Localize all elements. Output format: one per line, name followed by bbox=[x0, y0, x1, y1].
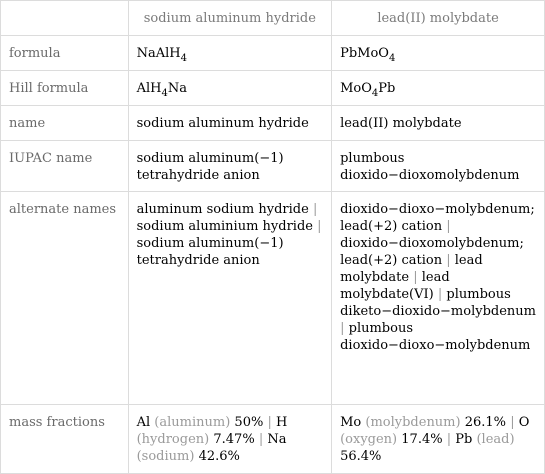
alternate-names-cell-1 bbox=[128, 192, 331, 405]
hill-part: AlH bbox=[136, 81, 162, 96]
row-label-formula: formula bbox=[1, 36, 129, 71]
alternate-name: aluminum sodium hydride bbox=[136, 202, 309, 217]
name-cell-1: sodium aluminum hydride bbox=[128, 106, 331, 141]
formula-main: PbMoO bbox=[340, 46, 389, 61]
row-label-mass-fractions: mass fractions bbox=[1, 405, 129, 474]
element-name: (molybdenum) bbox=[365, 415, 461, 430]
element-name: (aluminum) bbox=[154, 415, 231, 430]
mass-fraction-value: 7.47% bbox=[213, 432, 255, 447]
row-label-hill-formula: Hill formula bbox=[1, 71, 129, 106]
alternate-name: dioxido−dioxo−molybdenum; lead(+2) cation bbox=[340, 202, 535, 234]
hill-cell-1 bbox=[128, 71, 331, 106]
mass-fraction-value: 42.6% bbox=[198, 449, 240, 464]
alternate-name: sodium aluminum(−1) tetrahydride anion bbox=[136, 236, 284, 268]
separator: | bbox=[312, 202, 318, 217]
name-cell-2: lead(II) molybdate bbox=[332, 106, 545, 141]
mass-fraction-value: 26.1% bbox=[464, 415, 507, 430]
hill-subscript: 4 bbox=[371, 88, 379, 99]
table-row-name bbox=[1, 106, 545, 141]
element-symbol: Mo bbox=[340, 415, 362, 430]
hill-part: MoO bbox=[340, 81, 372, 96]
separator: | bbox=[446, 432, 452, 447]
mass-fractions-cell-1 bbox=[128, 405, 331, 474]
row-label-iupac-name: IUPAC name bbox=[1, 141, 129, 192]
corner-cell bbox=[1, 1, 129, 36]
hill-cell-2 bbox=[332, 71, 545, 106]
element-name: (hydrogen) bbox=[136, 432, 210, 447]
row-label-alternate-names: alternate names bbox=[1, 192, 129, 405]
alternate-name: dioxido−dioxomolybdenum; lead(+2) cation bbox=[340, 236, 524, 268]
formula-subscript: 4 bbox=[180, 53, 187, 64]
separator: | bbox=[446, 219, 451, 234]
alternate-name: lead molybdate(VI) bbox=[340, 270, 450, 302]
element-symbol: Al bbox=[136, 415, 151, 430]
header-row bbox=[1, 1, 545, 36]
alternate-names-cell-2 bbox=[332, 192, 545, 405]
element-symbol: O bbox=[518, 415, 530, 430]
separator: | bbox=[510, 415, 515, 430]
iupac-cell-1: sodium aluminum(−1) tetrahydride anion bbox=[128, 141, 331, 192]
alternate-name: lead molybdate bbox=[340, 253, 483, 285]
row-label-name: name bbox=[1, 106, 129, 141]
formula-subscript: 4 bbox=[388, 53, 396, 64]
hill-part: Pb bbox=[378, 81, 396, 96]
table-row-iupac-name bbox=[1, 141, 545, 192]
mass-fraction-value: 50% bbox=[234, 415, 264, 430]
separator: | bbox=[317, 219, 322, 234]
hill-subscript: 4 bbox=[161, 88, 168, 99]
element-symbol: H bbox=[276, 415, 288, 430]
table-row-formula bbox=[1, 36, 545, 71]
alternate-name: plumbous diketo−dioxido−molybdenum bbox=[340, 287, 536, 319]
formula-cell-1 bbox=[128, 36, 331, 71]
separator: | bbox=[258, 432, 264, 447]
element-symbol: Na bbox=[267, 432, 287, 447]
separator: | bbox=[446, 253, 451, 268]
separator: | bbox=[437, 287, 443, 302]
element-name: (lead) bbox=[476, 432, 515, 447]
separator: | bbox=[340, 321, 345, 336]
table-row-alternate-names bbox=[1, 192, 545, 405]
separator: | bbox=[267, 415, 272, 430]
iupac-cell-2: plumbous dioxido−dioxomolybdenum bbox=[332, 141, 545, 192]
separator: | bbox=[413, 270, 418, 285]
table-row-mass-fractions bbox=[1, 405, 545, 474]
alternate-name: plumbous dioxido−dioxo−molybdenum bbox=[340, 321, 531, 353]
alternate-name: sodium aluminium hydride bbox=[136, 219, 313, 234]
table-row-hill-formula bbox=[1, 71, 545, 106]
element-name: (sodium) bbox=[136, 449, 195, 464]
element-symbol: Pb bbox=[455, 432, 473, 447]
mass-fraction-value: 17.4% bbox=[401, 432, 443, 447]
hill-part: Na bbox=[167, 81, 188, 96]
mass-fraction-value: 56.4% bbox=[340, 449, 382, 464]
column-header-sodium-aluminum-hydride: sodium aluminum hydride bbox=[128, 1, 331, 36]
element-name: (oxygen) bbox=[340, 432, 398, 447]
mass-fractions-cell-2 bbox=[332, 405, 545, 474]
formula-main: NaAlH bbox=[136, 46, 181, 61]
column-header-lead-molybdate: lead(II) molybdate bbox=[332, 1, 545, 36]
formula-cell-2 bbox=[332, 36, 545, 71]
